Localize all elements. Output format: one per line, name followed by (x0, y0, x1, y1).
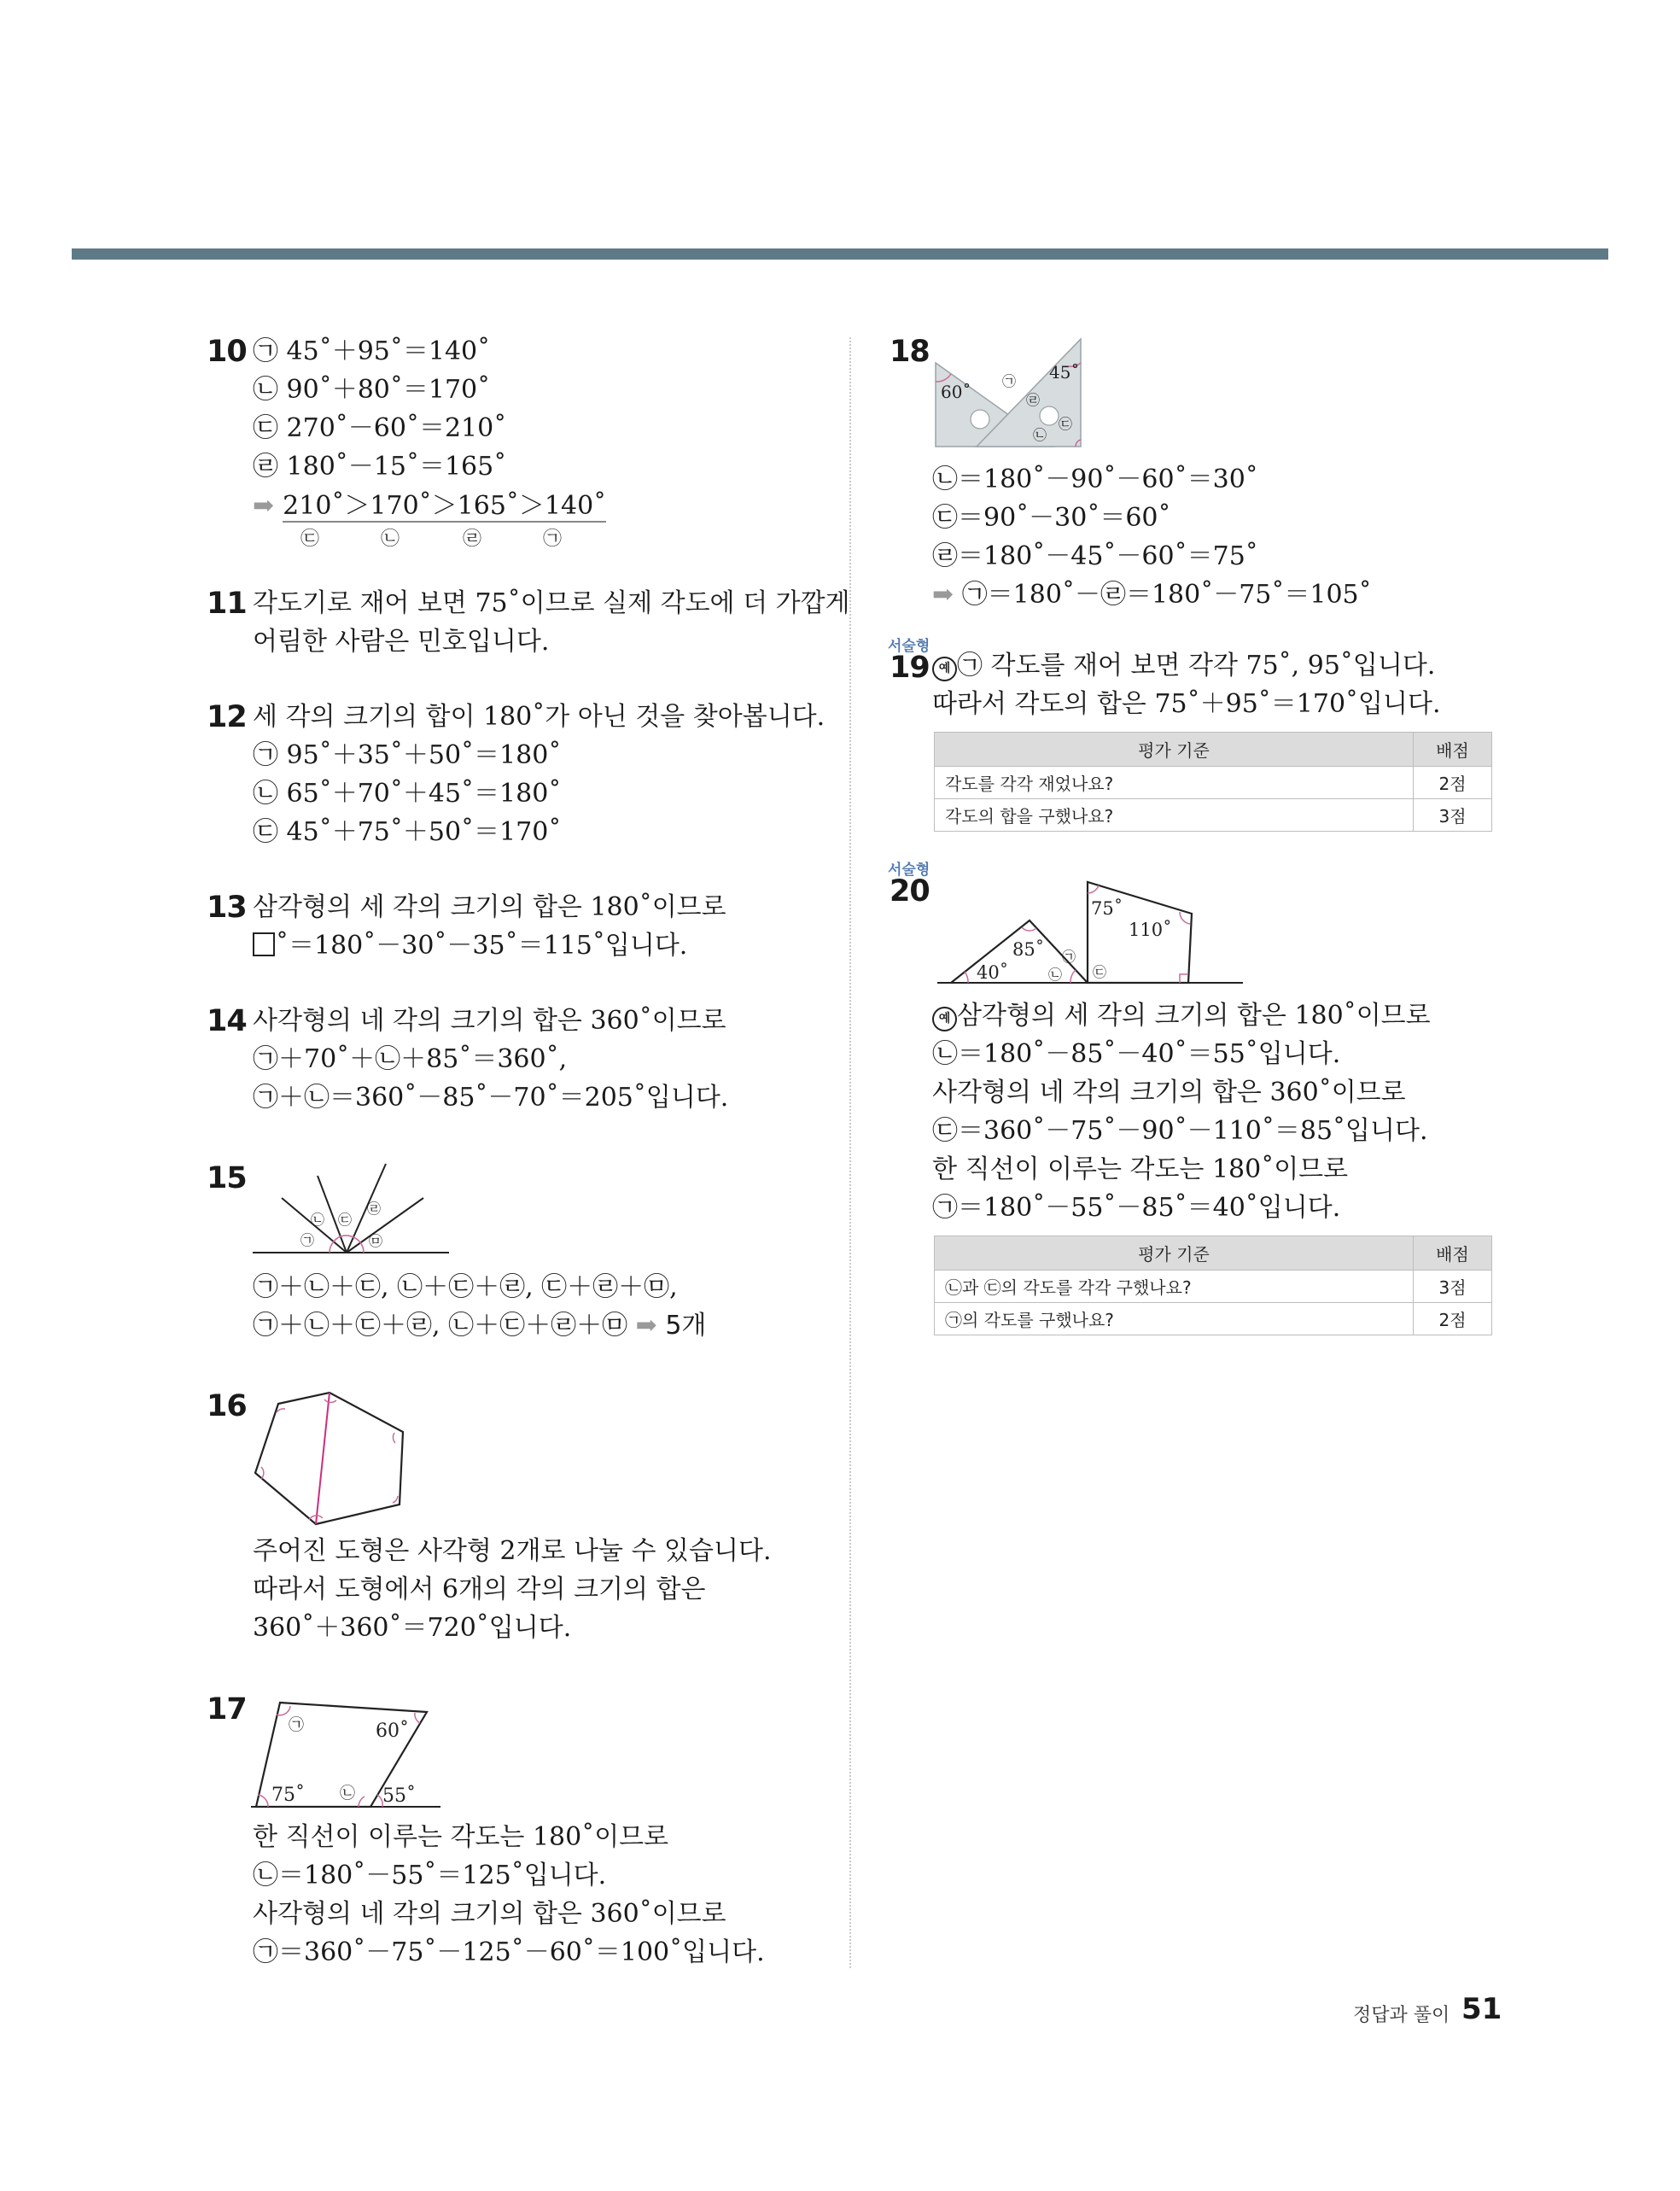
header-bar (72, 248, 1608, 260)
p10-mark-3: ㉣ (463, 529, 482, 550)
table-cell-criteria: 각도의 합을 구했나요? (935, 799, 1414, 832)
example-mark: 예 (932, 657, 957, 681)
p11-line-1: 각도기로 재어 보면 75˚이므로 실제 각도에 더 가깝게 (253, 588, 850, 618)
problem-17-number: 17 (207, 1692, 247, 1727)
p20-essay-tag: 서술형 (888, 862, 930, 879)
footer-section-label: 정답과 풀이 (1353, 2005, 1450, 2026)
table-header-criteria: 평가 기준 (935, 1236, 1414, 1271)
p20-label-110: 110˚ (1129, 920, 1172, 940)
p17-quadrilateral-figure (248, 1687, 461, 1815)
p12-line-3: ㉡ 65˚＋70˚＋45˚＝180˚ (253, 779, 562, 809)
p14-line-3: ㉠＋㉡＝360˚－85˚－70˚＝205˚입니다. (253, 1083, 729, 1113)
p10-mark-2: ㉡ (381, 529, 400, 550)
table-cell-criteria: ㉡과 ㉢의 각도를 각각 구했나요? (935, 1271, 1414, 1303)
p11-line-2: 어림한 사람은 민호입니다. (253, 627, 550, 657)
p20-score-table (934, 1236, 1492, 1335)
p10-line-2: ㉡ 90˚＋80˚＝170˚ (253, 375, 491, 405)
table-cell-points: 3점 (1414, 1271, 1492, 1303)
p10-line-1: ㉠ 45˚＋95˚＝140˚ (253, 336, 491, 366)
p20-label-40: 40˚ (977, 962, 1009, 983)
column-divider (849, 337, 851, 1968)
p17-label-60: 60˚ (376, 1721, 409, 1742)
table-header-points: 배점 (1414, 1236, 1492, 1271)
p19-line-1 (932, 647, 1435, 685)
p17-label-a: ㉠ (289, 1716, 304, 1734)
problem-11-number: 11 (207, 587, 247, 621)
p13-line-1: 삼각형의 세 각의 크기의 합은 180˚이므로 (253, 892, 726, 922)
p20-figure (934, 876, 1250, 987)
p16-line-2: 따라서 도형에서 6개의 각의 크기의 합은 (253, 1575, 706, 1604)
arrow-icon: ➡ (253, 491, 275, 521)
p10-compare-text: 210˚＞170˚＞165˚＞140˚ (283, 491, 607, 521)
p17-line-2: ㉡＝180˚－55˚＝125˚입니다. (253, 1861, 607, 1890)
p20-label-75: 75˚ (1091, 898, 1123, 919)
table-header-criteria: 평가 기준 (935, 733, 1414, 767)
p17-label-55: 55˚ (382, 1785, 416, 1807)
p20-label-c: ㉢ (1093, 964, 1107, 980)
arrow-icon: ➡ (635, 1311, 657, 1341)
problem-13-number: 13 (207, 891, 247, 925)
p20-line-1-text: 삼각형의 세 각의 크기의 합은 180˚이므로 (957, 1001, 1431, 1031)
p16-hexagon-figure (248, 1385, 418, 1530)
problem-16-number: 16 (207, 1389, 247, 1423)
table-header-points: 배점 (1414, 733, 1492, 767)
p19-line-1-text: ㉠ 각도를 재어 보면 각각 75˚, 95˚입니다. (957, 651, 1436, 681)
p20-label-a: ㉠ (1062, 949, 1076, 965)
p20-line-1 (932, 997, 1431, 1035)
p18-label-a: ㉠ (1002, 373, 1017, 389)
problem-19-number: 19 (890, 651, 930, 685)
p15-result: 5개 (665, 1311, 707, 1341)
problem-18-number: 18 (890, 335, 930, 369)
table-row (935, 799, 1492, 832)
p10-mark-4: ㉠ (543, 529, 563, 550)
table-cell-criteria: 각도를 각각 재었나요? (935, 767, 1414, 799)
p16-line-3: 360˚＋360˚＝720˚입니다. (253, 1613, 572, 1643)
p18-label-b: ㉡ (1033, 427, 1047, 443)
problem-15-number: 15 (207, 1161, 247, 1195)
blank-box (253, 932, 275, 956)
p20-label-85: 85˚ (1012, 939, 1045, 960)
p19-essay-tag: 서술형 (888, 638, 930, 655)
problem-20-number: 20 (890, 874, 930, 909)
p10-compare (253, 488, 606, 550)
p18-label-c: ㉢ (1059, 416, 1073, 432)
p12-line-4: ㉢ 45˚＋75˚＋50˚＝170˚ (253, 817, 562, 847)
p20-line-3: 사각형의 네 각의 크기의 합은 360˚이므로 (932, 1078, 1406, 1107)
p20-line-5: 한 직선이 이루는 각도는 180˚이므로 (932, 1154, 1349, 1184)
table-cell-points: 2점 (1414, 767, 1492, 799)
p18-label-d: ㉣ (1026, 392, 1041, 408)
p20-line-2: ㉡＝180˚－85˚－40˚＝55˚입니다. (932, 1039, 1341, 1069)
table-row (935, 767, 1492, 799)
p19-score-table (934, 732, 1492, 832)
p15-label-5: ㉤ (369, 1233, 383, 1249)
table-cell-points: 3점 (1414, 799, 1492, 832)
p19-line-2: 따라서 각도의 합은 75˚＋95˚＝170˚입니다. (932, 689, 1441, 719)
example-mark: 예 (932, 1007, 957, 1031)
p20-line-6: ㉠＝180˚－55˚－85˚＝40˚입니다. (932, 1193, 1341, 1223)
arrow-icon: ➡ (932, 580, 954, 610)
p15-label-1: ㉠ (300, 1232, 315, 1248)
p15-label-3: ㉢ (338, 1212, 353, 1228)
p13-line-2-text: ˚＝180˚－30˚－35˚＝115˚입니다. (276, 931, 688, 961)
p18-label-60: 60˚ (941, 382, 971, 402)
p15-angle-figure (248, 1157, 461, 1264)
table-row (935, 1303, 1492, 1335)
p14-line-2: ㉠＋70˚＋㉡＋85˚＝360˚, (253, 1044, 568, 1074)
p10-line-3: ㉢ 270˚－60˚＝210˚ (253, 413, 507, 443)
table-cell-criteria: ㉠의 각도를 구했나요? (935, 1303, 1414, 1335)
p10-mark-1: ㉢ (300, 529, 320, 550)
p16-line-1: 주어진 도형은 사각형 2개로 나눌 수 있습니다. (253, 1536, 772, 1566)
page-number: 51 (1461, 1992, 1502, 2026)
p18-line-4-text: ㉠＝180˚－㉣＝180˚－75˚＝105˚ (961, 580, 1372, 610)
problem-10-number: 10 (207, 335, 247, 369)
p14-line-1: 사각형의 네 각의 크기의 합은 360˚이므로 (253, 1006, 726, 1036)
problem-12-number: 12 (207, 700, 247, 734)
p18-line-2: ㉢＝90˚－30˚＝60˚ (932, 503, 1171, 533)
p18-line-4 (932, 576, 1372, 614)
p17-line-4: ㉠＝360˚－75˚－125˚－60˚＝100˚입니다. (253, 1937, 765, 1967)
p15-line-2 (253, 1307, 706, 1345)
p15-line-1: ㉠＋㉡＋㉢, ㉡＋㉢＋㉣, ㉢＋㉣＋㉤, (253, 1272, 678, 1302)
p12-line-1: 세 각의 크기의 합이 180˚가 아닌 것을 찾아봅니다. (253, 702, 825, 732)
table-cell-points: 2점 (1414, 1303, 1492, 1335)
p18-triangle-ruler-figure (934, 337, 1088, 452)
p18-line-3: ㉣＝180˚－45˚－60˚＝75˚ (932, 541, 1258, 571)
p18-label-45: 45˚ (1049, 362, 1080, 383)
p20-line-4: ㉢＝360˚－75˚－90˚－110˚＝85˚입니다. (932, 1116, 1428, 1146)
p13-line-2 (253, 927, 687, 965)
p17-line-1: 한 직선이 이루는 각도는 180˚이므로 (253, 1822, 669, 1852)
problem-14-number: 14 (207, 1004, 247, 1038)
p18-line-1: ㉡＝180˚－90˚－60˚＝30˚ (932, 464, 1258, 494)
p20-label-b: ㉡ (1048, 967, 1063, 983)
p15-line-2-text: ㉠＋㉡＋㉢＋㉣, ㉡＋㉢＋㉣＋㉤ (253, 1311, 628, 1341)
p10-line-4: ㉣ 180˚－15˚＝165˚ (253, 452, 507, 482)
table-row (935, 1271, 1492, 1303)
p15-label-4: ㉣ (367, 1201, 382, 1217)
p17-label-b: ㉡ (340, 1785, 355, 1802)
p17-label-75: 75˚ (271, 1785, 305, 1806)
p15-label-2: ㉡ (311, 1212, 325, 1228)
p12-line-2: ㉠ 95˚＋35˚＋50˚＝180˚ (253, 740, 562, 770)
p17-line-3: 사각형의 네 각의 크기의 합은 360˚이므로 (253, 1899, 726, 1929)
